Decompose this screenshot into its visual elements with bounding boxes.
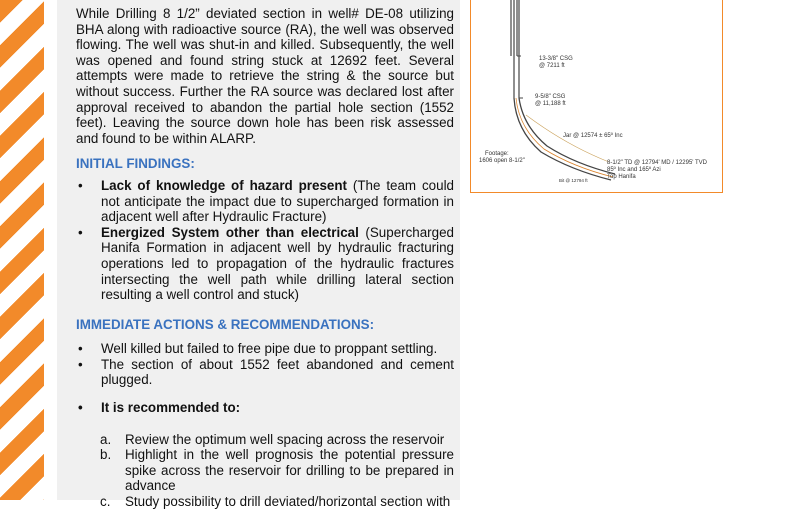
report-content xyxy=(76,0,454,510)
label-csg1: 13-3/8" CSG xyxy=(539,56,573,62)
recommend-label: • It is recommended to: xyxy=(76,400,454,416)
finding-title: Energized System other than electrical xyxy=(101,224,359,240)
recommendation-marker: b. xyxy=(100,447,112,463)
wellbore-diagram xyxy=(470,0,723,193)
hazard-stripe xyxy=(0,0,44,500)
recommendation-text: Study possibility to drill deviated/horizontal section with xyxy=(125,494,451,510)
label-bit: Bit @ 12794 ft xyxy=(559,178,588,183)
recommendation-item xyxy=(76,494,454,510)
findings-list xyxy=(76,178,454,303)
recommendations-list xyxy=(76,432,454,510)
label-jar: Jar @ 12574 ± 65º Inc xyxy=(563,133,623,139)
label-td-angle: 85º Inc and 165º Azi xyxy=(607,167,661,173)
recommendation-item xyxy=(76,447,454,494)
finding-item xyxy=(76,225,454,303)
recommendation-marker: c. xyxy=(100,494,111,510)
finding-detail: (Supercharged Hanifa Formation in adjacent well by hydraulic fracturing operations led to propagation of the hydraulic fractures intersecting the well path while drilling lateral section resulting a well control and stuck) xyxy=(101,224,454,303)
label-td: 8-1/2" TD @ 12794' MD / 12295' TVD xyxy=(607,160,708,166)
label-csg1-depth: @ 7211 ft xyxy=(539,63,565,69)
recommendation-marker: a. xyxy=(100,431,112,447)
label-footage: Footage: xyxy=(485,151,509,157)
finding-title: Lack of knowledge of hazard present xyxy=(101,177,347,193)
wellbore-schematic xyxy=(471,0,724,193)
actions-list xyxy=(76,341,454,388)
label-csg2: 9-5/8" CSG xyxy=(535,94,566,100)
label-footage-value: 1606 open 8-1/2" xyxy=(479,158,525,164)
action-item: • The section of about 1552 feet abandoned and cement plugged. xyxy=(76,357,454,388)
intro-paragraph: While Drilling 8 1/2” deviated section in well# DE-08 utilizing BHA along with radioactive source (RA), the well was observed flowing. The well was shut-in and killed. Subsequently, the well was opened and found string stuck at 12692 feet. Several attempts were made to retrieve the string & the source but without success. Further the RA source was declared lost after approval received to abandon the partial hole section (1552 feet). Leaving the source down hole has been risk assessed and found to be within ALARP. xyxy=(76,6,454,146)
finding-detail: (The team could not anticipate the impact due to supercharged formation in adjacent well after Hydraulic Fracture) xyxy=(101,177,454,225)
action-item: • Well killed but failed to free pipe due to proppant settling. xyxy=(76,341,454,357)
recommendation-text: Highlight in the well prognosis the potential pressure spike across the reservoir for drilling to be prepared in advance xyxy=(125,447,454,494)
finding-item xyxy=(76,178,454,225)
recommend-list xyxy=(76,400,454,416)
findings-heading: INITIAL FINDINGS: xyxy=(76,156,195,172)
recommendation-text: Review the optimum well spacing across the reservoir xyxy=(125,431,445,447)
recommendation-item xyxy=(76,432,454,448)
label-td-formation: Top Hanifa xyxy=(607,174,636,180)
label-csg2-depth: @ 11,188 ft xyxy=(535,101,566,107)
actions-heading: IMMEDIATE ACTIONS & RECOMMENDATIONS: xyxy=(76,316,375,332)
